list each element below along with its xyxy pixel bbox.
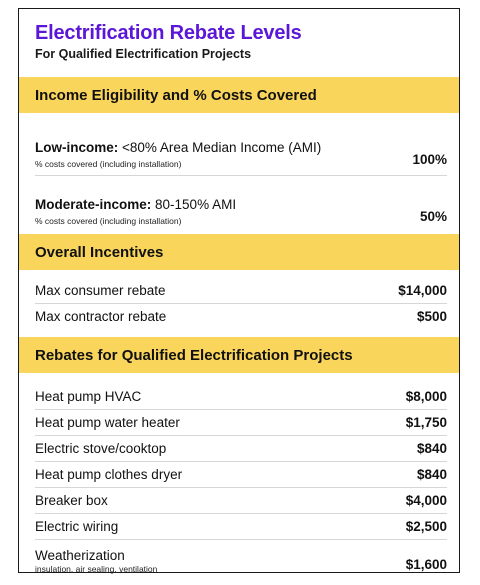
income-tier-note: % costs covered (including installation) [35, 216, 182, 226]
project-row [19, 436, 459, 461]
project-value: $1,750 [405, 415, 447, 430]
project-value: $840 [416, 467, 447, 482]
page-title: Electrification Rebate Levels [35, 22, 302, 44]
income-row-moderate [19, 176, 459, 226]
incentives-section-heading: Overall Incentives [19, 234, 459, 270]
incentive-row-consumer [19, 278, 459, 303]
project-label: Breaker box [35, 493, 108, 508]
project-value: $1,600 [405, 557, 447, 572]
income-row-label [35, 139, 321, 169]
project-label: Heat pump HVAC [35, 389, 142, 404]
project-value: $2,500 [405, 519, 447, 534]
project-row [19, 384, 459, 409]
income-tier-percent: 50% [419, 209, 447, 224]
incentive-value: $14,000 [398, 283, 447, 298]
project-value: $8,000 [405, 389, 447, 404]
project-label: Heat pump water heater [35, 415, 180, 430]
income-tier-name: Low-income: [35, 140, 119, 155]
project-value: $840 [416, 441, 447, 456]
income-tier-percent: 100% [412, 152, 447, 167]
project-label: Heat pump clothes dryer [35, 467, 183, 482]
project-note: insulation, air sealing, ventilation [35, 564, 158, 574]
income-tier-range: <80% Area Median Income (AMI) [118, 140, 322, 155]
income-tier-range: 80-150% AMI [151, 197, 237, 212]
project-row-weatherization [19, 540, 459, 578]
project-label: Weatherization [35, 548, 125, 563]
incentive-value: $500 [416, 309, 447, 324]
project-value: $4,000 [405, 493, 447, 508]
income-row-label [35, 196, 236, 226]
incentive-label: Max consumer rebate [35, 283, 166, 298]
projects-section-heading: Rebates for Qualified Electrification Projects [19, 337, 459, 373]
project-row [19, 410, 459, 435]
rebate-table-card [18, 8, 460, 573]
project-row [19, 462, 459, 487]
incentive-label: Max contractor rebate [35, 309, 167, 324]
project-row [19, 488, 459, 513]
project-label: Electric wiring [35, 519, 119, 534]
income-section-heading: Income Eligibility and % Costs Covered [19, 77, 459, 113]
project-row [19, 514, 459, 539]
project-label-group [35, 548, 157, 574]
income-row-low [19, 113, 459, 169]
page-subtitle: For Qualified Electrification Projects [35, 47, 252, 61]
income-tier-note: % costs covered (including installation) [35, 159, 182, 169]
project-label: Electric stove/cooktop [35, 441, 167, 456]
income-tier-name: Moderate-income: [35, 197, 152, 212]
incentive-row-contractor [19, 304, 459, 329]
card-header [19, 9, 459, 77]
